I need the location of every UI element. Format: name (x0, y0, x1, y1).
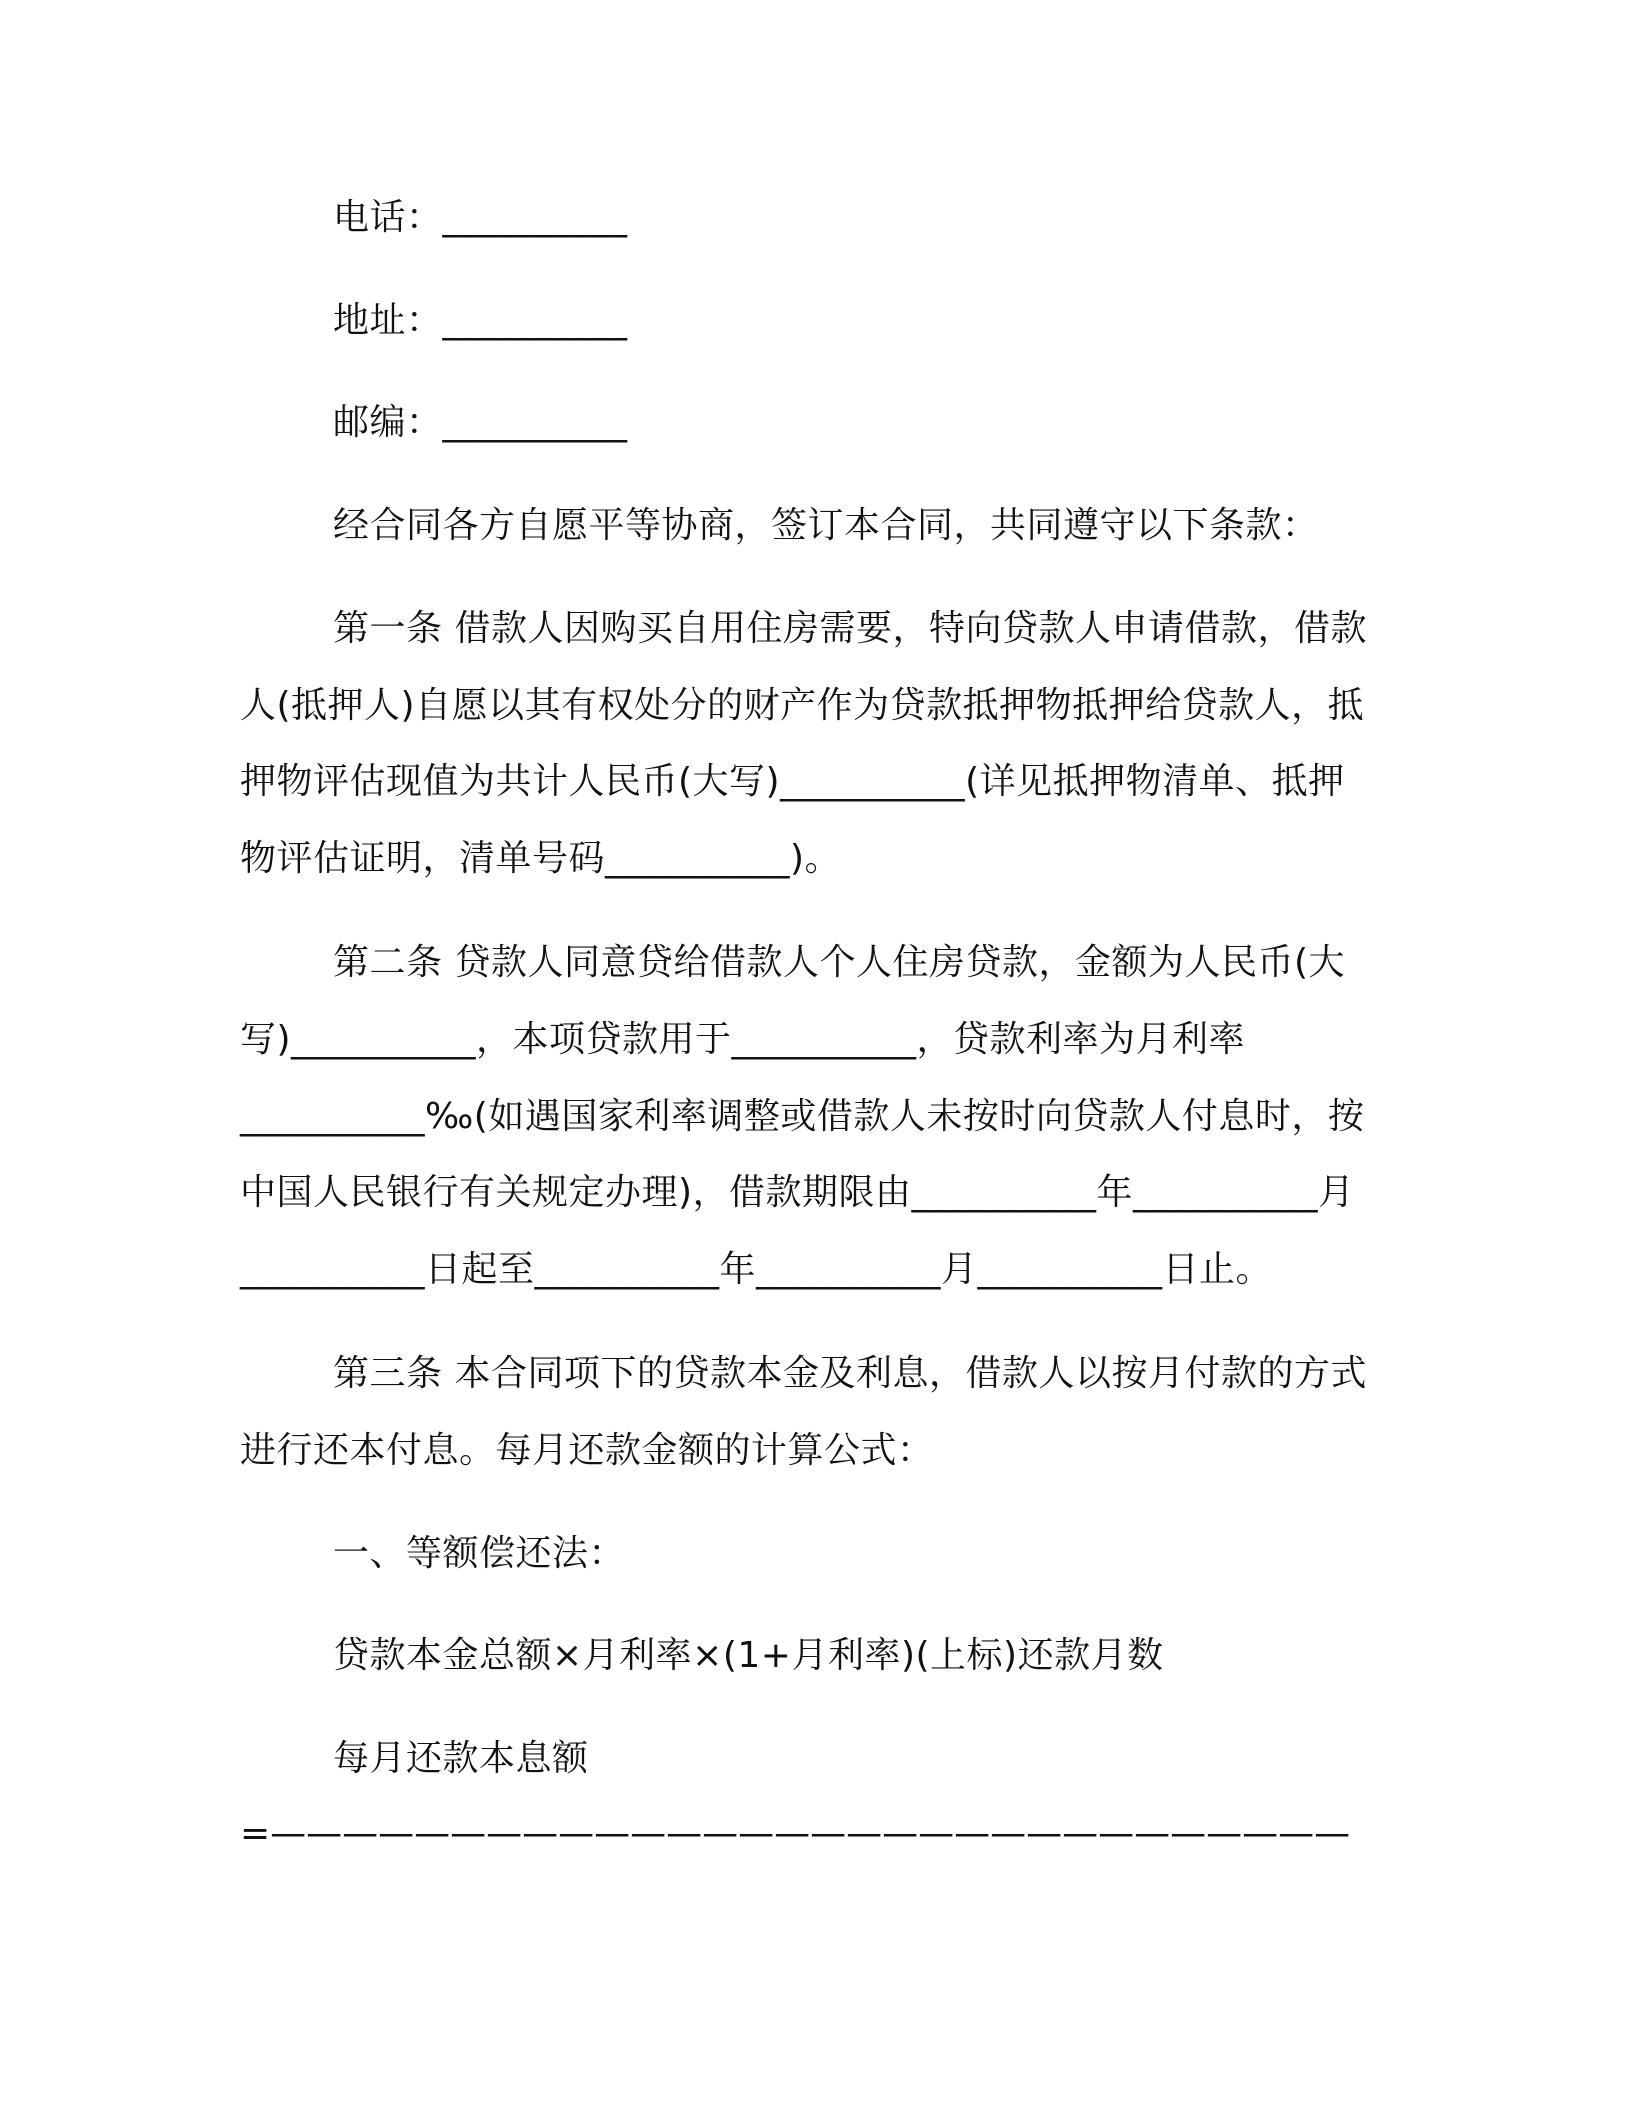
postcode-field: 邮编：__________ (333, 402, 628, 443)
article-2-line-2: 写)__________，本项贷款用于__________，贷款利率为月利率 (240, 1019, 1246, 1060)
article-1-line-2: 人(抵押人)自愿以其有权处分的财产作为贷款抵押物抵押给贷款人，抵 (240, 685, 1365, 726)
article-3-line-2: 进行还本付息。每月还款金额的计算公式： (240, 1430, 934, 1471)
intro-paragraph: 经合同各方自愿平等协商，签订本合同，共同遵守以下条款： (333, 505, 1319, 546)
article-2-line-3: __________‰(如遇国家利率调整或借款人未按时向贷款人付息时，按 (240, 1096, 1365, 1137)
formula-fraction-bar: =—————————————————————————————— (240, 1813, 1351, 1854)
formula-label: 每月还款本息额 (333, 1738, 589, 1779)
method-1-title: 一、等额偿还法： (333, 1533, 626, 1574)
article-1-line-3: 押物评估现值为共计人民币(大写)__________(详见抵押物清单、抵押 (240, 761, 1345, 802)
article-2-line-5: __________日起至__________年__________月__________日止。 (240, 1249, 1273, 1290)
article-3-line-1: 第三条 本合同项下的贷款本金及利息，借款人以按月付款的方式 (333, 1353, 1367, 1394)
article-1-line-4: 物评估证明，清单号码__________)。 (240, 838, 842, 879)
address-field: 地址：__________ (333, 300, 628, 341)
formula-numerator: 贷款本金总额×月利率×(1+月利率)(上标)还款月数 (333, 1635, 1164, 1676)
article-1-line-1: 第一条 借款人因购买自用住房需要，特向贷款人申请借款，借款 (333, 608, 1367, 649)
article-2-line-4: 中国人民银行有关规定办理)，借款期限由__________年__________月 (240, 1172, 1355, 1213)
article-2-line-1: 第二条 贷款人同意贷给借款人个人住房贷款，金额为人民币(大 (333, 942, 1345, 983)
phone-field: 电话：__________ (333, 197, 628, 238)
